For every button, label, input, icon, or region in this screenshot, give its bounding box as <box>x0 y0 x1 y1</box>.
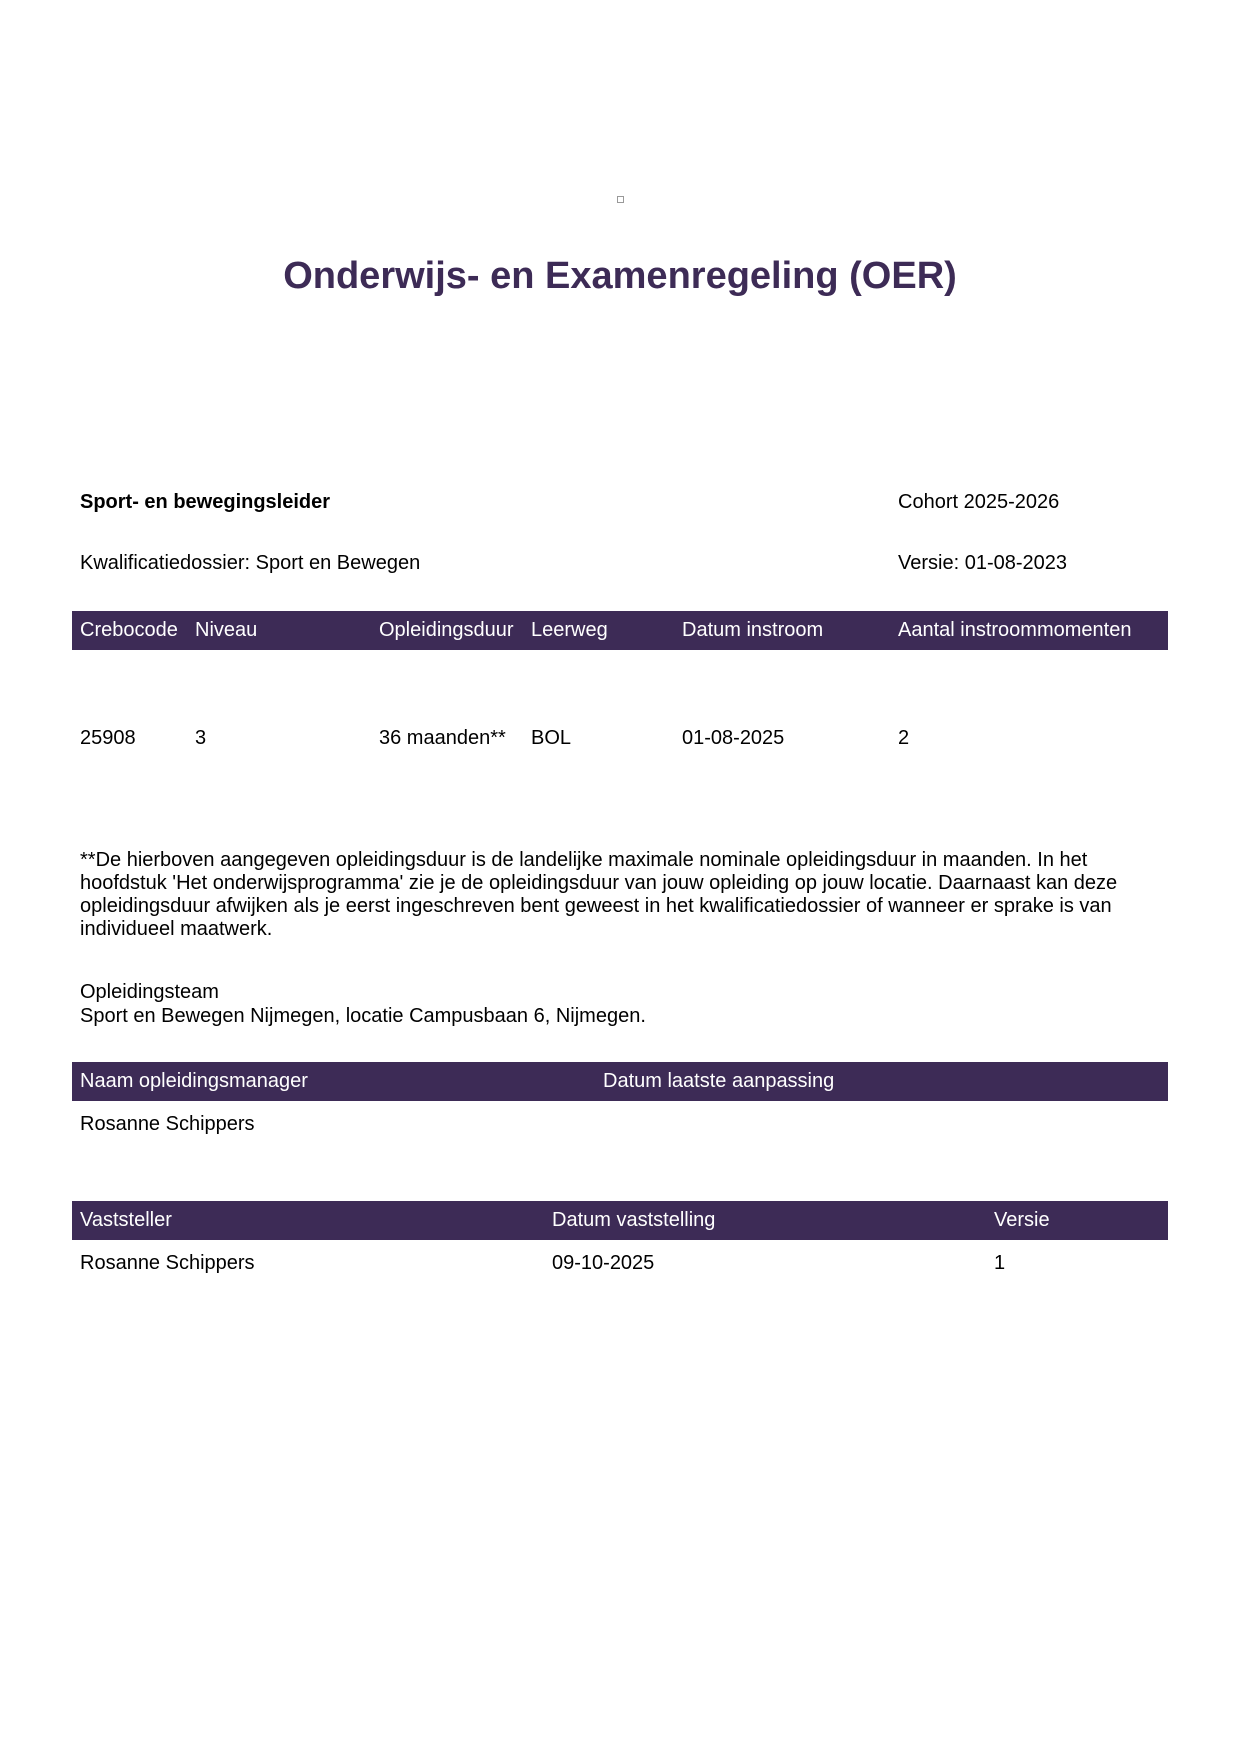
cell-niveau: 3 <box>195 727 207 749</box>
info-table-header <box>72 611 1168 650</box>
logo-placeholder <box>617 196 624 203</box>
col-header-aantal-instroommomenten: Aantal instroommomenten <box>898 619 1132 641</box>
col-header-opleidingsduur: Opleidingsduur <box>379 619 514 641</box>
document-title: Onderwijs- en Examenregeling (OER) <box>283 255 957 297</box>
vaststelling-table-header <box>72 1201 1168 1240</box>
cell-leerweg: BOL <box>531 727 572 749</box>
col-header-vaststeller: Vaststeller <box>80 1209 172 1231</box>
cell-versie: 1 <box>994 1252 1006 1274</box>
col-header-datum-vaststelling: Datum vaststelling <box>552 1209 716 1231</box>
col-header-datum-laatste-aanpassing: Datum laatste aanpassing <box>603 1070 835 1092</box>
footnote: **De hierboven aangegeven opleidingsduur is de landelijke maximale nominale opleidingsduur in maanden. In het hoofdstuk 'Het onderwijsprogramma' zie je de opleidingsduur van jouw opleiding op jouw locatie. Daarnaast kan deze opleidingsduur afwijken als je eerst ingeschreven bent geweest in het kwalificatiedossier of wanneer er sprake is van individueel maatwerk. <box>80 849 1118 940</box>
cell-opleidingsmanager: Rosanne Schippers <box>80 1113 255 1135</box>
cohort: Cohort 2025-2026 <box>898 491 1060 513</box>
team-label: Opleidingsteam <box>80 981 219 1003</box>
team-locatie: Sport en Bewegen Nijmegen, locatie Campusbaan 6, Nijmegen. <box>80 1005 646 1027</box>
cell-crebocode: 25908 <box>80 727 136 749</box>
kwalificatiedossier: Kwalificatiedossier: Sport en Bewegen <box>80 552 421 574</box>
col-header-leerweg: Leerweg <box>531 619 608 641</box>
col-header-naam-opleidingsmanager: Naam opleidingsmanager <box>80 1070 308 1092</box>
cell-aantal-instroommomenten: 2 <box>898 727 910 749</box>
cell-datum-instroom: 01-08-2025 <box>682 727 785 749</box>
cell-opleidingsduur: 36 maanden** <box>379 727 506 749</box>
col-header-datum-instroom: Datum instroom <box>682 619 824 641</box>
cell-vaststeller: Rosanne Schippers <box>80 1252 255 1274</box>
manager-table-header <box>72 1062 1168 1101</box>
col-header-crebocode: Crebocode <box>80 619 178 641</box>
cell-datum-vaststelling: 09-10-2025 <box>552 1252 655 1274</box>
opleiding-naam: Sport- en bewegingsleider <box>80 491 331 513</box>
col-header-niveau: Niveau <box>195 619 258 641</box>
versie: Versie: 01-08-2023 <box>898 552 1068 574</box>
col-header-versie: Versie <box>994 1209 1050 1231</box>
